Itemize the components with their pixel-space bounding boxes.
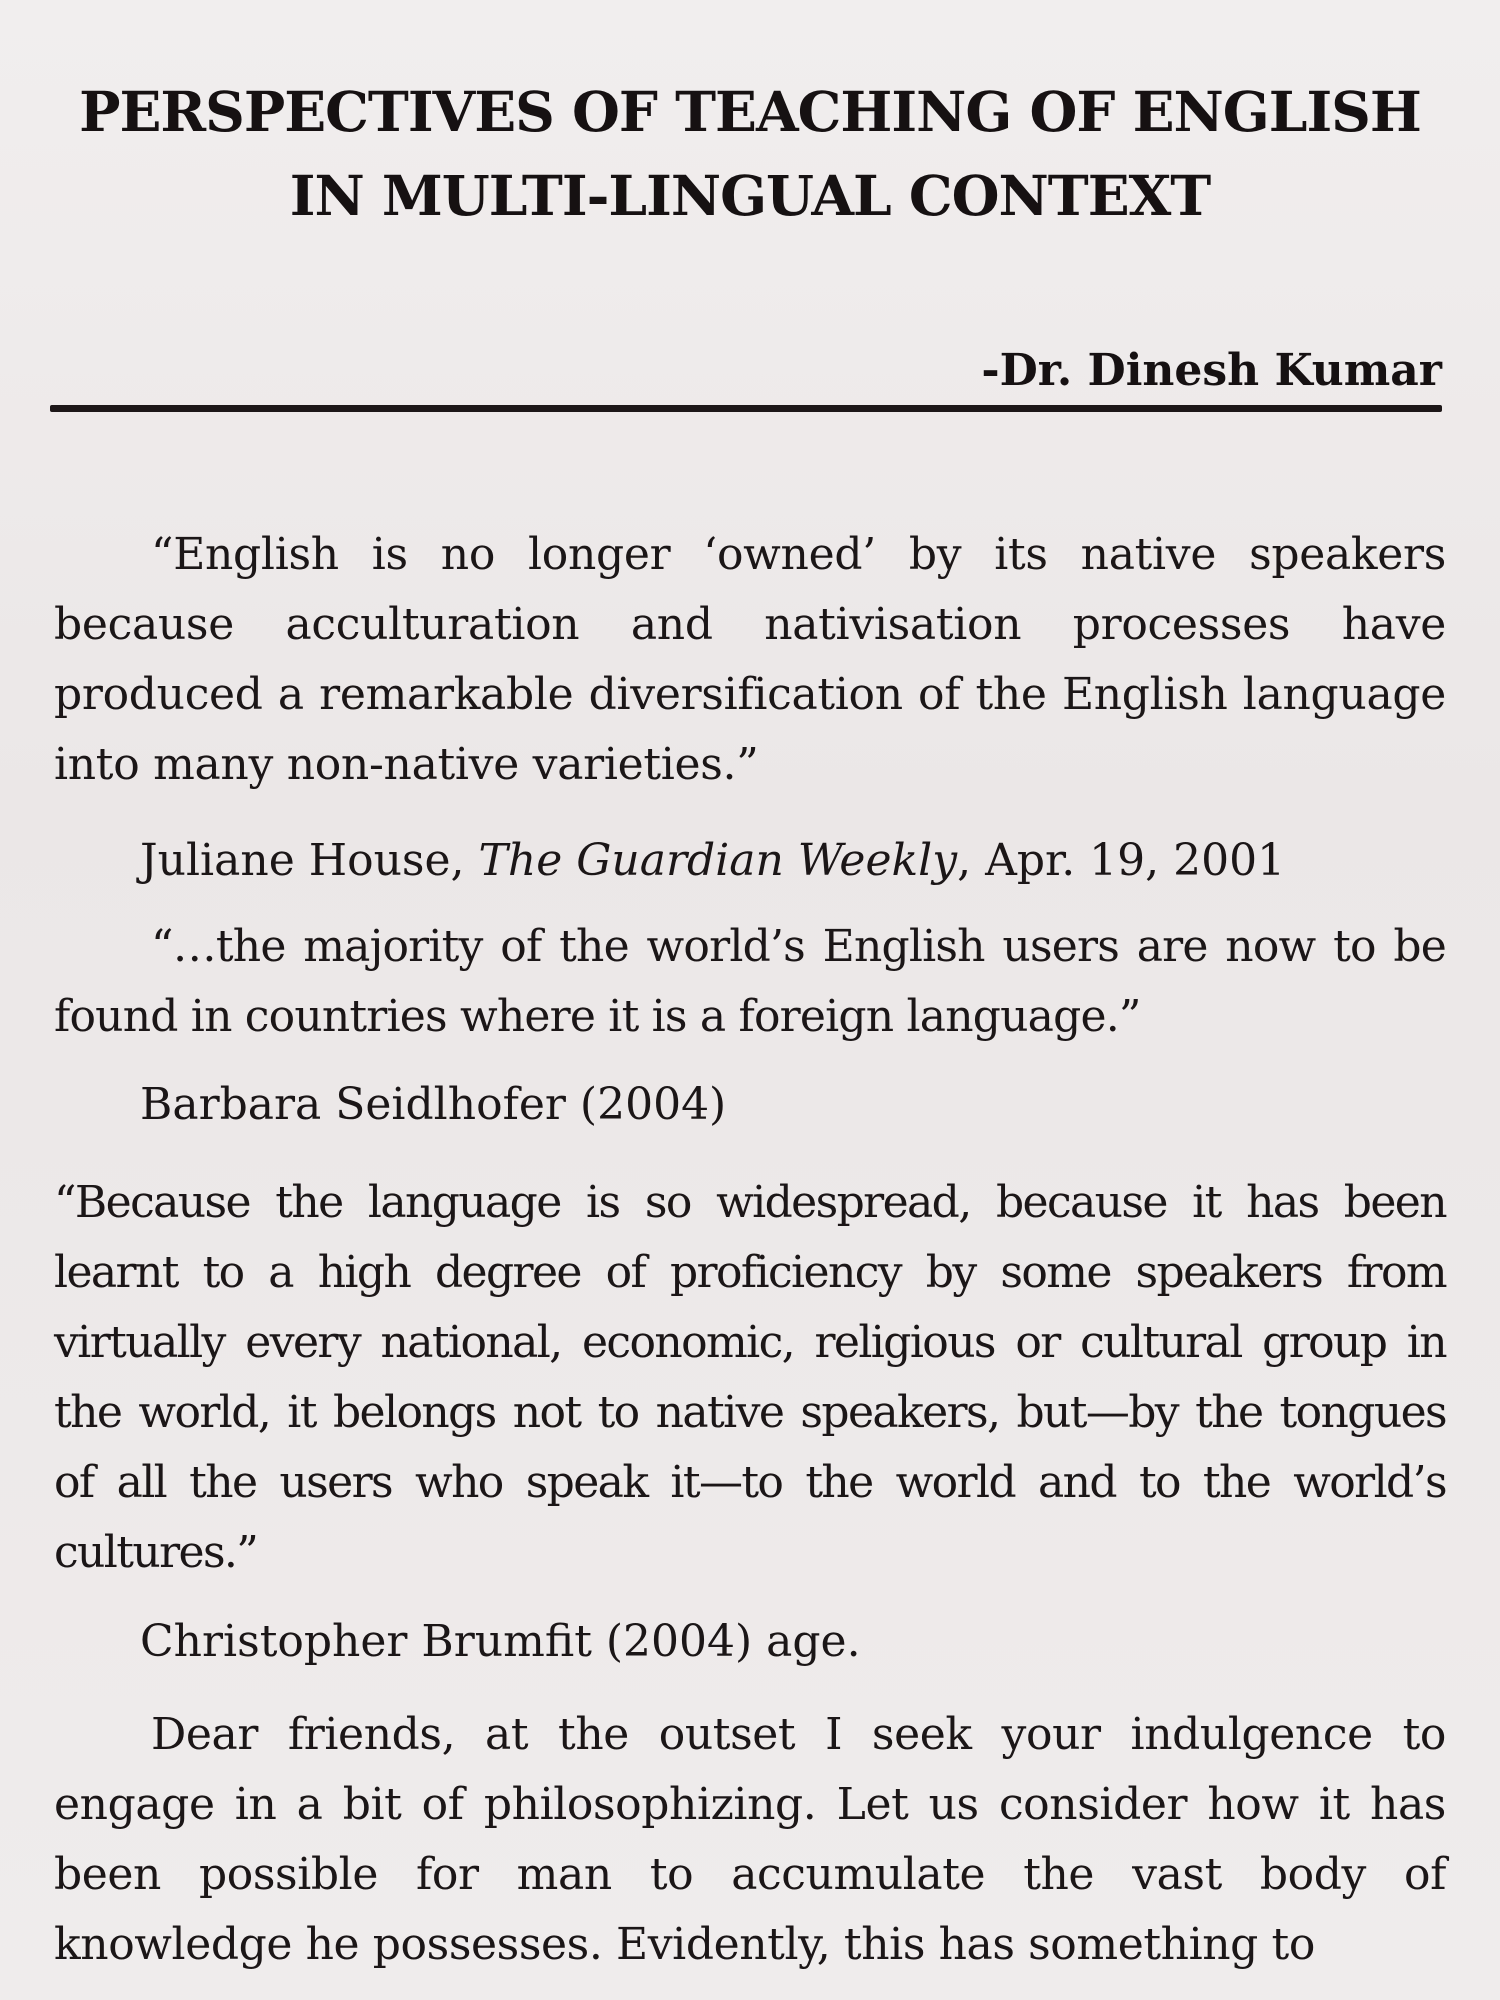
quote-2-attribution (54, 1070, 1446, 1140)
quote-1-text: “English is no longer ‘owned’ by its native speakers because acculturation and nativisation processes have produced a remarkable diversification of the English language into many non-native varieties.” (54, 529, 1446, 790)
body-paragraph (54, 1700, 1446, 1980)
quote-1 (54, 520, 1446, 800)
title-line-2: IN MULTI-LINGUAL CONTEXT (289, 163, 1211, 228)
title-line-1: PERSPECTIVES OF TEACHING OF ENGLISH (79, 79, 1421, 144)
article-title (54, 70, 1446, 238)
quote-3-text: “Because the language is so widespread, because it has been learnt to a high degree of proficiency by some speakers from virtually every national, economic, religious or cultural group in the world, it belongs not to native speakers, but—by the tongues of all the users who speak it—to the world and to the world’s cultures.” (54, 1177, 1446, 1578)
title-divider (50, 405, 1442, 412)
attribution-date: , Apr. 19, 2001 (957, 835, 1286, 886)
attribution-text: Christopher Brumfit (2004) age. (140, 1616, 861, 1667)
author-byline: -Dr. Dinesh Kumar (981, 345, 1442, 396)
quote-3-attribution (54, 1607, 1446, 1677)
quote-2-text: “…the majority of the world’s English users are now to be found in countries where it is a foreign language.” (54, 921, 1446, 1042)
attribution-source: The Guardian Weekly (478, 835, 958, 886)
paragraph-1: Dear friends, at the outset I seek your indulgence to engage in a bit of philosophizing. Let us consider how it has been possible for man to accumulate the vast body of knowledge he possesses. Evidently, this has something to (54, 1709, 1446, 1970)
quote-3 (54, 1168, 1446, 1588)
attribution-text: Barbara Seidlhofer (2004) (140, 1079, 727, 1130)
quote-1-attribution (54, 826, 1446, 896)
attribution-name: Juliane House, (140, 835, 479, 886)
quote-2 (54, 912, 1446, 1052)
